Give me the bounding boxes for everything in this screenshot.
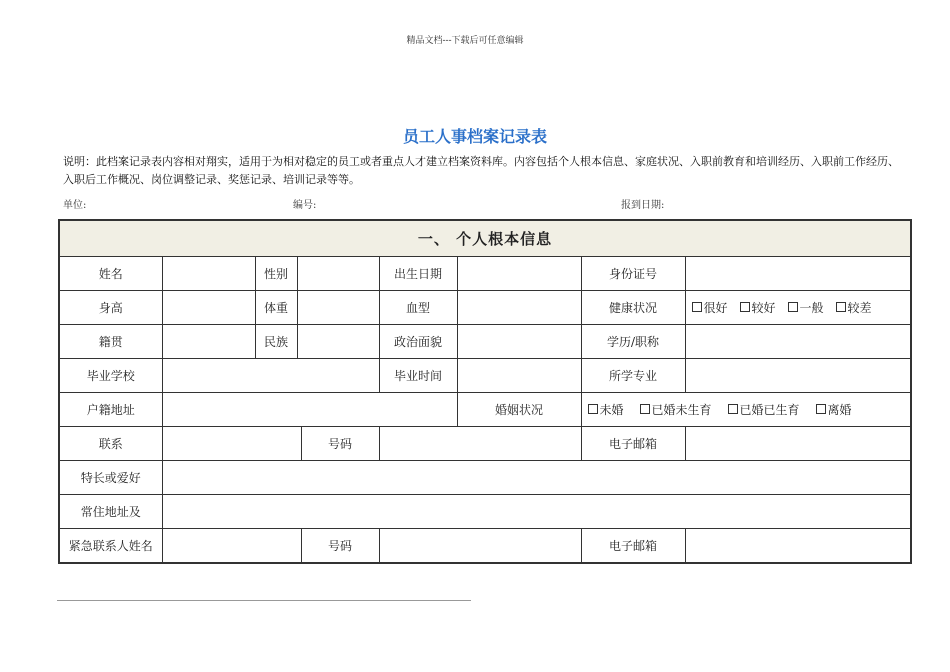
ethnicity-field[interactable] (297, 325, 379, 359)
hukou-address-label: 户籍地址 (59, 393, 162, 427)
marital-option[interactable]: 已婚已生育 (728, 403, 800, 417)
checkbox-icon (816, 404, 826, 414)
grad-time-label: 毕业时间 (379, 359, 457, 393)
table-row (59, 495, 911, 529)
marital-label: 婚姻状况 (457, 393, 581, 427)
checkbox-icon (836, 302, 846, 312)
personal-info-table (58, 219, 912, 564)
table-row (59, 325, 911, 359)
emergency-number-field[interactable] (379, 529, 581, 564)
checkbox-icon (788, 302, 798, 312)
table-row (59, 427, 911, 461)
height-label: 身高 (59, 291, 162, 325)
marital-options (581, 393, 911, 427)
gender-label: 性别 (255, 257, 297, 291)
meta-row (63, 196, 903, 212)
weight-field[interactable] (297, 291, 379, 325)
email-label: 电子邮箱 (581, 427, 685, 461)
political-status-label: 政治面貌 (379, 325, 457, 359)
emergency-name-field[interactable] (162, 529, 301, 564)
native-place-field[interactable] (162, 325, 255, 359)
health-option[interactable]: 较好 (740, 301, 776, 315)
code-label: 编号: (293, 200, 317, 211)
table-row (59, 393, 911, 427)
unit-label: 单位: (63, 200, 87, 211)
address-field[interactable] (162, 495, 911, 529)
grad-time-field[interactable] (457, 359, 581, 393)
number-label: 号码 (301, 427, 379, 461)
table-row (59, 257, 911, 291)
checkbox-icon (640, 404, 650, 414)
table-row (59, 529, 911, 564)
political-status-field[interactable] (457, 325, 581, 359)
education-field[interactable] (685, 325, 911, 359)
school-label: 毕业学校 (59, 359, 162, 393)
height-field[interactable] (162, 291, 255, 325)
id-number-label: 身份证号 (581, 257, 685, 291)
weight-label: 体重 (255, 291, 297, 325)
header-note: 精品文档---下载后可任意编辑 (406, 36, 524, 46)
checkbox-icon (728, 404, 738, 414)
birth-date-field[interactable] (457, 257, 581, 291)
footer-divider (57, 600, 471, 601)
intro-text: 说明：此档案记录表内容相对翔实，适用于为相对稳定的员工或者重点人才建立档案资料库。内容包括个人根本信息、家庭状况、入职前教育和培训经历、入职前工作经历、入职后工作概况、岗位调整记录、奖惩记录、培训记录等等。 (63, 155, 899, 186)
table-row (59, 461, 911, 495)
table-row (59, 359, 911, 393)
emergency-number-label: 号码 (301, 529, 379, 564)
health-options (685, 291, 911, 325)
checkbox-icon (588, 404, 598, 414)
native-place-label: 籍贯 (59, 325, 162, 359)
contact-label: 联系 (59, 427, 162, 461)
health-option[interactable]: 较差 (836, 301, 872, 315)
name-field[interactable] (162, 257, 255, 291)
emergency-email-field[interactable] (685, 529, 911, 564)
school-field[interactable] (162, 359, 379, 393)
address-label: 常住地址及 (59, 495, 162, 529)
hukou-address-field[interactable] (162, 393, 457, 427)
emergency-email-label: 电子邮箱 (581, 529, 685, 564)
marital-option[interactable]: 离婚 (816, 403, 852, 417)
section-title: 一、 个人根本信息 (59, 220, 911, 257)
specialty-field[interactable] (162, 461, 911, 495)
marital-option[interactable]: 未婚 (588, 403, 624, 417)
education-label: 学历/职称 (581, 325, 685, 359)
name-label: 姓名 (59, 257, 162, 291)
specialty-label: 特长或爱好 (59, 461, 162, 495)
id-number-field[interactable] (685, 257, 911, 291)
birth-date-label: 出生日期 (379, 257, 457, 291)
marital-option[interactable]: 已婚未生育 (640, 403, 712, 417)
checkbox-icon (692, 302, 702, 312)
major-field[interactable] (685, 359, 911, 393)
document-title: 员工人事档案记录表 (402, 127, 547, 146)
emergency-name-label: 紧急联系人姓名 (59, 529, 162, 564)
number-field[interactable] (379, 427, 581, 461)
health-option[interactable]: 很好 (692, 301, 728, 315)
blood-type-field[interactable] (457, 291, 581, 325)
table-row (59, 291, 911, 325)
blood-type-label: 血型 (379, 291, 457, 325)
ethnicity-label: 民族 (255, 325, 297, 359)
email-field[interactable] (685, 427, 911, 461)
major-label: 所学专业 (581, 359, 685, 393)
gender-field[interactable] (297, 257, 379, 291)
contact-field[interactable] (162, 427, 301, 461)
checkbox-icon (740, 302, 750, 312)
health-option[interactable]: 一般 (788, 301, 824, 315)
health-label: 健康状况 (581, 291, 685, 325)
report-date-label: 报到日期: (621, 200, 665, 211)
